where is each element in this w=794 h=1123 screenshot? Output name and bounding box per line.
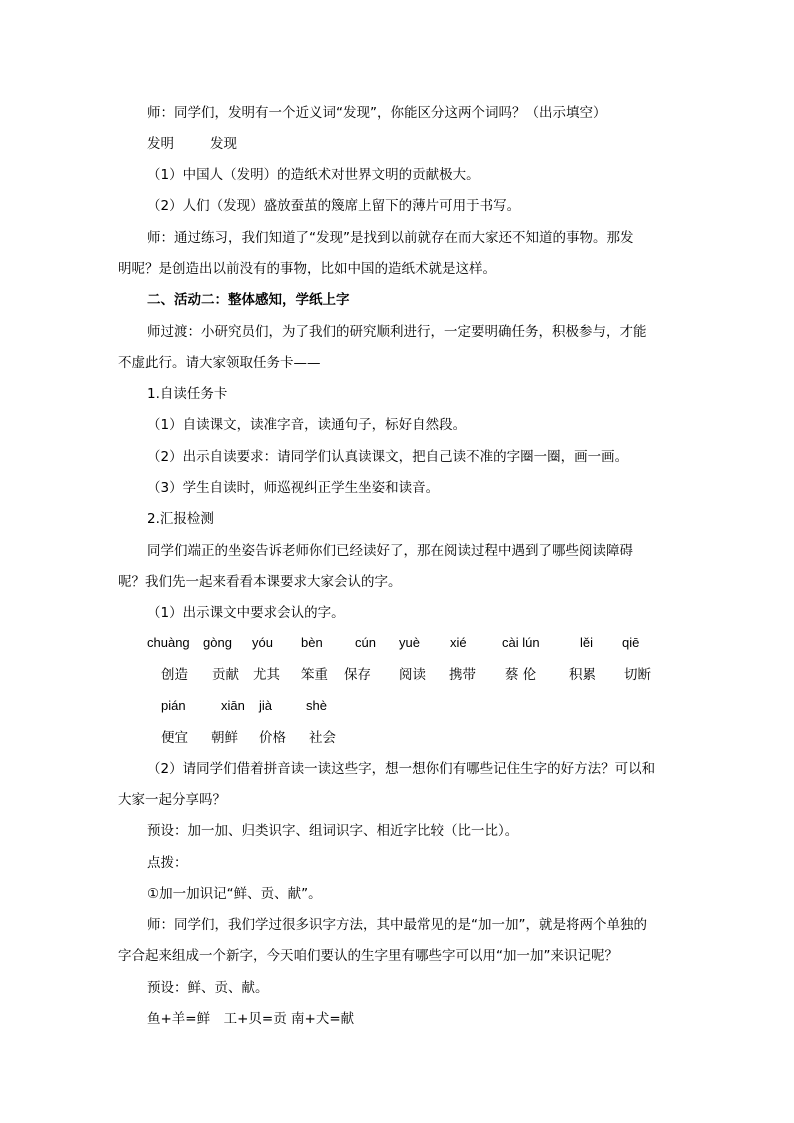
word-gongxian: 贡献 (212, 667, 239, 683)
preset-methods-line: 预设：加一加、归类识字、组词识字、相近字比较（比一比）。 (147, 823, 519, 839)
word-jiage: 价格 (259, 730, 286, 746)
report-check-heading: 2.汇报检测 (147, 511, 214, 527)
teacher-summary-line-1: 师：通过练习，我们知道了“发现”是找到以前就存在而大家还不知道的事物。那发 (147, 230, 634, 246)
teacher-transition-line-1: 师过渡：小研究员们，为了我们的研究顺利进行，一定要明确任务，积极参与，才能 (147, 324, 647, 340)
word-cailun: 蔡 伦 (505, 667, 537, 683)
word-baocun: 保存 (344, 667, 371, 683)
addition-method-heading: ①加一加识记“鲜、贡、献”。 (147, 886, 322, 902)
word-faxian: 发现 (210, 136, 237, 152)
word-chaoxian: 朝鲜 (211, 730, 238, 746)
pinyin-you: yóu (252, 635, 273, 650)
pinyin-xie: xié (450, 635, 467, 650)
report-paragraph-line-2: 呢？我们先一起来看看本课要求大家会认的字。 (118, 574, 402, 590)
teacher-addition-line-2: 字合起来组成一个新字，今天咱们要认的生字里有哪些字可以用“加一加”来识记呢？ (118, 948, 618, 964)
word-benzhong: 笨重 (301, 667, 328, 683)
word-shehui: 社会 (309, 730, 336, 746)
pinyin-chuang: chuàng (147, 635, 190, 650)
word-qieduan: 切断 (624, 667, 651, 683)
word-chuangzao: 创造 (161, 667, 188, 683)
teacher-transition-line-2: 不虚此行。请大家领取任务卡—— (118, 355, 321, 371)
task-card-heading: 1.自读任务卡 (147, 386, 228, 402)
task-item-1: （1）自读课文，读准字音，读通句子，标好自然段。 (147, 417, 467, 433)
pinyin-pian: pián (161, 698, 186, 713)
pinyin-gong: gòng (203, 635, 232, 650)
pinyin-reading-line-1: （2）请同学们借着拼音读一读这些字，想一想你们有哪些记住生字的好方法？可以和 (147, 761, 656, 777)
fill-blank-item-2: （2）人们（发现）盛放蚕茧的篾席上留下的薄片可用于书写。 (147, 198, 521, 214)
word-yuedu: 阅读 (399, 667, 426, 683)
character-formula-line: 鱼+羊=鲜 工+贝=贡 南+犬=献 (147, 1011, 355, 1027)
guidance-label: 点拨： (147, 855, 188, 871)
word-youqi: 尤其 (253, 667, 280, 683)
word-pianyi: 便宜 (161, 730, 188, 746)
teacher-summary-line-2: 明呢？是创造出以前没有的事物，比如中国的造纸术就是这样。 (118, 261, 496, 277)
section-heading-activity-two: 二、活动二：整体感知，学纸上字 (147, 292, 350, 308)
word-faming: 发明 (147, 136, 174, 152)
report-paragraph-line-1: 同学们端正的坐姿告诉老师你们已经读好了，那在阅读过程中遇到了哪些阅读障碍 (147, 543, 633, 559)
pinyin-jia: jià (259, 698, 273, 713)
teacher-question-line: 师：同学们，发明有一个近义词“发现”，你能区分这两个词吗？（出示填空） (147, 105, 607, 121)
pinyin-xian: xiān (221, 698, 245, 713)
teacher-addition-line-1: 师：同学们，我们学过很多识字方法，其中最常见的是“加一加”，就是将两个单独的 (147, 917, 647, 933)
pinyin-cun: cún (355, 635, 376, 650)
task-item-2: （2）出示自读要求：请同学们认真读课文，把自己读不准的字圈一圈，画一画。 (147, 449, 629, 465)
pinyin-lei: lěi (580, 635, 594, 650)
preset-characters-line: 预设：鲜、贡、献。 (147, 980, 269, 996)
word-jilei: 积累 (569, 667, 596, 683)
pinyin-cailun: cài lún (502, 635, 540, 650)
word-xiedai: 携带 (449, 667, 476, 683)
pinyin-reading-line-2: 大家一起分享吗？ (118, 792, 226, 808)
show-characters-line: （1）出示课文中要求会认的字。 (147, 605, 345, 621)
fill-blank-item-1: （1）中国人（发明）的造纸术对世界文明的贡献极大。 (147, 167, 480, 183)
pinyin-she: shè (306, 698, 327, 713)
pinyin-yue: yuè (399, 635, 420, 650)
task-item-3: （3）学生自读时，师巡视纠正学生坐姿和读音。 (147, 480, 440, 496)
pinyin-qie: qiē (622, 635, 640, 650)
pinyin-ben: bèn (301, 635, 323, 650)
